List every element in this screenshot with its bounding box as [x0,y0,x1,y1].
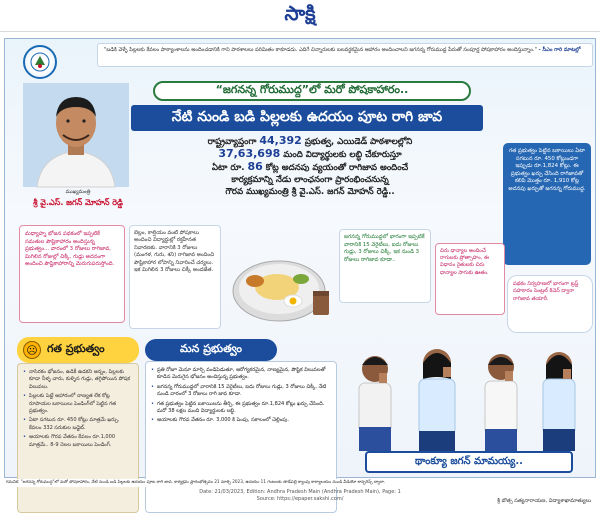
list-item: • జగనన్న గోరుముద్దలో వారానికి 15 వెరైటీలు, ఐదు రోజులు గుడ్లు, 3 రోజులు చిక్కీ, నేటి నుండి వారంలో 3 రోజులు రాగి జావ కూడా. [151,384,331,399]
previous-government-list [23,369,133,449]
menu-varieties-box: జగనన్న గోరుముద్దలో భాగంగా ఇప్పటికే వారానికి 15 వెరైటీలు, ఐదు రోజులు గుడ్లు, 3 రోజులు చిక్కీ, ఇక నుండి 3 రోజులు రాగిజావ కూడా.. [339,229,431,303]
cm-quote-text: "బడికి వెళ్ళే పిల్లలకు కేవలం పాఠ్యాంశాలను అందించడానికి గాని పాఠశాలలు పరిమితం కాకూడదు. ఎదిగే చిన్నారులకు బలవర్థకమైన ఆహారం అందించాలని జగనన్న గోరుముద్ద పేరుతో సంపూర్ణ పోషకాహారం అందిస్తున్నాం." [104,47,537,53]
signatory: శ్రీ బొత్స సత్యనారాయణ, విద్యాశాఖామాత్యులు [497,498,591,504]
arrears-info-box: గత ప్రభుత్వం పెట్టిన బకాయిలు ఏటా సగటున రూ. 450 కోట్లుండగా ఇప్పుడు రూ.1,824 కోట్లు. ఈ ప్రభుత్వం ఖర్చు చేసింది రాగిజావతో కలిపి మొత్తం రూ. 1,910 కోట్ల అదనపు ఖర్చుతో జగనన్న గోరుముద్ద. [503,143,591,265]
list-item: • ఆయాలకు గౌరవ వేతనం కేవలం రూ.1,000 మాత్రమే.. 8-9 నెలల బకాయిలు పెండింగ్. [23,434,133,449]
headline-pill: “జగనన్న గోరుముద్ద”లో మరో పోషకాహారం.. [153,81,471,101]
list-item: • నాసిరకం భోజనం, ఉడికీ ఉడకని అన్నం, పిల్లలకు కూడా నీళ్ళ చారు, కుళ్ళిన గుడ్లు, తగ్గిపోయిన పోషక విలువలు. [23,369,133,391]
footnote: గమనిక: "జగనన్న గోరుముద్ద"లో మరో పోషకాహారం, నేటి నుండి బడి పిల్లలకు ఉదయం పూట రాగి జావ. కార్యక్రమ ప్రారంభోత్సవం 21 మార్చి 2023, ఉదయం 11 గంటలకు తాడేపల్లి క్యాంపు కార్యాలయం నుండి వీడియో కాన్ఫరెన్స్ ద్వారా. [4,479,596,487]
children-drinking-illustration [345,339,591,451]
millet-farmers-box: చిరు ధాన్యాల అందించే రాగులకు ప్రోత్సాహం, ఈ విధానం రైతులకు చిరు ధాన్యాల సాగుకు ఊతం. [435,243,505,315]
our-government-header: మన ప్రభుత్వం [145,339,277,361]
schools-count: 44,392 [259,134,302,147]
cm-title: ముఖ్యమంత్రి [65,189,91,195]
newspaper-logo: సాక్షి [284,1,316,25]
list-item: • పిల్లలకు పెట్టే ఆహారంలో నాణ్యత లేక కోట్ల రూపాయల బకాయిలు పెండింగ్‌లో పెట్టిన గత ప్రభుత్వం. [23,393,133,415]
state-emblem-icon [23,45,57,79]
statistics-block [135,135,485,198]
stat-line-cost [135,161,485,174]
stat-line-schools [135,135,485,148]
masthead [0,0,600,32]
source-url: Source: https://epaper.sakshi.com/ [256,496,344,502]
nutrition-note: బెల్లం, కాల్షియం వంటి పోషకాలు అందించి విద్యార్థుల్లో రక్తహీనత నివారణకు. వారానికి 3 రోజులు (మంగళ, గురు, శని) రాగిజావ అందించి పౌష్టికాహార లోపాన్ని నివారించే చర్యలు. ఇక మిగిలిన 3 రోజులు చిక్కీ అందజేత. [129,225,221,329]
thank-you-banner: థాంక్యూ జగన్ మామయ్య.. [365,451,573,473]
edition-dateline [0,489,600,503]
headline-main: నేటి నుండి బడి పిల్లలకు ఉదయం పూట రాగి జావ [131,105,483,131]
stat-text: మంది విద్యార్థులకు లబ్ధి చేకూరుస్తూ [283,150,402,160]
cm-caption [23,189,133,209]
stat-line-students [135,148,485,161]
list-item: • ఆయాలకు గౌరవ వేతనం రూ. 3,000 కి పెంపు, సకాలంలో చెల్లింపు. [151,417,331,424]
stat-line-cm: గౌరవ ముఖ్యమంత్రి శ్రీ వై.ఎస్. జగన్ మోహన్ రెడ్డి.. [225,187,395,197]
cm-name: శ్రీ వై.ఎస్. జగన్ మోహన్ రెడ్డి [33,198,123,207]
previous-government-header [17,337,139,363]
stat-text: కోట్ల అదనపు వ్యయంతో రాగిజావ అందించే [265,163,409,173]
edition-info: Date: 21/03/2023, Edition: Andhra Pradesh Main (Andhra Pradesh Main), Page: 1 [199,489,401,495]
stat-text: ప్రభుత్వ, ఎయిడెడ్ పాఠశాలల్లోని [304,137,413,147]
midday-meal-note: మధ్యాహ్న భోజన పథకంలో ఇప్పటికే సమతుల పౌష్టికాహారం అందిస్తున్న ప్రభుత్వం... వారంలో 3 రోజులు రాగిజావ, మిగిలిన రోజుల్లో చిక్కీ, గుడ్లు అదనంగా అందించి పౌష్టికాహారాన్ని మెరుగుపరుస్తోంది. [19,225,125,323]
central-kitchen-bubble: పథకం నిర్వహణలో భాగంగా ట్రస్ట్ సహకారం సెంట్రల్ కిచెన్ ద్వారా రాగిజావ తయారీ. [507,275,593,333]
crores-amount: 86 [247,160,263,173]
cm-quote-attribution: - సీఎం గారి మాటల్లో [538,47,581,53]
stat-text: ఏటా రూ. [211,163,245,173]
chief-minister-photo [23,83,129,187]
cm-quote-box [97,43,593,67]
our-government-list [151,367,331,425]
students-count: 37,63,698 [218,147,281,160]
list-item: • ప్రతి రోజూ మెనూ మార్చి వండిపెడుతూ, ఆరోగ్యకరమైన, నాణ్యమైన, పౌష్టిక విలువలతో కూడిన మెరుగైన భోజనం అందిస్తున్న ప్రభుత్వం. [151,367,331,382]
list-item: • గత ప్రభుత్వం పెట్టిన బకాయిలను తీర్చి, ఈ ప్రభుత్వం రూ.1,824 కోట్లు ఖర్చు చేసింది. మరో 38 లక్షల మంది విద్యార్థులకు లబ్ధి. [151,401,331,416]
stat-line-program: కార్యక్రమాన్ని నేడు లాంఛనంగా ప్రారంభించనున్న [231,175,389,185]
list-item: • ఏటా సగటున రూ. 450 కోట్లు మాత్రమే ఖర్చు, కేవలం 332 సరుకుల బడ్జెట్. [23,417,133,432]
sad-face-icon: ☹ [23,341,41,359]
stat-text: రాష్ట్రవ్యాప్తంగా [207,137,257,147]
meal-plate-image [229,235,335,331]
previous-government-title: గత ప్రభుత్వం [47,342,105,355]
